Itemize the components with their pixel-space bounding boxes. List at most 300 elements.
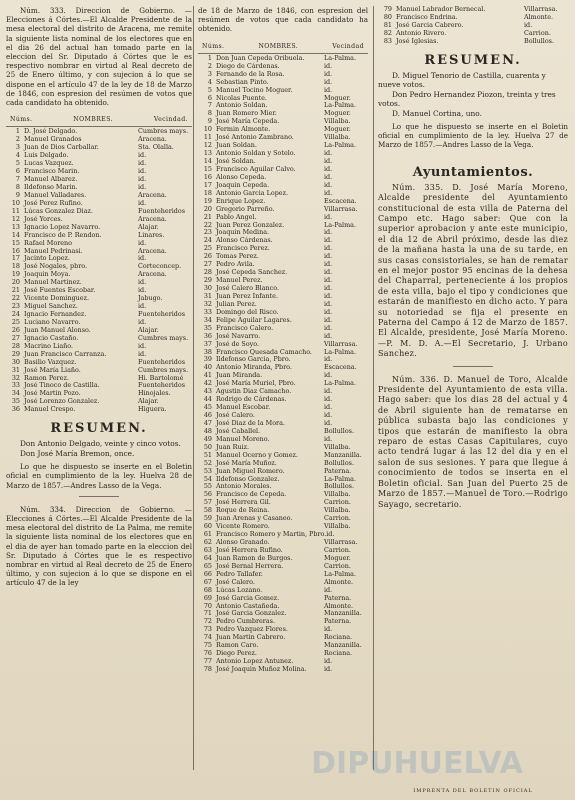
voter-vecindad: Moguer. [324, 109, 351, 118]
voter-number: 19 [203, 196, 212, 205]
voter-vecindad: Manzanilla. [324, 450, 362, 459]
voter-number: 15 [11, 238, 20, 247]
voter-number: 18 [203, 188, 212, 197]
voter-vecindad: Hinojales. [138, 389, 171, 398]
voter-name: José de Soyo. [216, 339, 260, 348]
voter-name: Agustin Diaz Camacho. [216, 387, 292, 396]
voter-name: Alonso Cepeda. [216, 172, 267, 181]
voter-number: 22 [11, 294, 20, 303]
voter-number: 39 [203, 355, 212, 364]
column-left [6, 6, 192, 782]
voter-number: 22 [203, 220, 212, 229]
voter-vecindad: id. [324, 657, 333, 666]
header-vecindad: Vecindad. [153, 116, 188, 124]
voter-name: Juan Francisco Carranza. [24, 349, 107, 358]
voter-vecindad: id. [324, 411, 333, 419]
voter-number: 4 [15, 151, 20, 160]
voter-number: 36 [11, 405, 20, 414]
voter-vecindad: La-Palma. [324, 347, 356, 356]
voter-number: 2 [207, 61, 212, 70]
voter-row [6, 406, 192, 414]
voter-number: 31 [11, 365, 20, 374]
voter-number: 4 [207, 77, 212, 86]
voter-vecindad: Almonte. [324, 601, 354, 610]
voter-name: Manuel Crespo. [24, 405, 76, 414]
voter-name: Juan Manuel Alonso. [24, 325, 91, 334]
voter-vecindad: id. [324, 188, 333, 197]
voter-number: 31 [203, 291, 212, 300]
voter-vecindad: Paterna. [324, 617, 352, 626]
voter-name: Francisco Perez. [216, 244, 270, 253]
voter-vecindad: id. [138, 159, 147, 168]
voter-number: 32 [203, 299, 212, 308]
voter-number: 17 [11, 254, 20, 263]
voter-name: Juan Ramon de Burgos. [216, 553, 293, 562]
voter-vecindad: Villarrasa. [324, 204, 358, 213]
voter-number: 2 [15, 135, 20, 144]
voter-name: Francisco de Cepeda. [216, 490, 287, 499]
voter-name: José Bernal Herrera. [216, 561, 284, 570]
voter-name: Juan Perez Gonzalez. [216, 220, 285, 229]
voter-vecindad: Cumbres mays. [138, 333, 189, 342]
voter-number: 16 [203, 172, 212, 181]
voter-name: José Caballel. [216, 426, 261, 435]
voter-number: 6 [15, 167, 20, 176]
voter-vecindad: La-Palma. [324, 53, 356, 62]
voter-vecindad: Manzanilla. [324, 609, 362, 618]
voter-vecindad: id. [324, 387, 333, 396]
voter-vecindad: Villalba. [324, 442, 351, 451]
voter-name: Basilio Vazquez. [24, 357, 77, 366]
voter-name: Juan Soldan. [216, 141, 257, 150]
voter-name: José Tinoco de Castilla. [24, 381, 100, 390]
voter-number: 13 [11, 222, 20, 231]
voter-number: 3 [207, 69, 212, 78]
voter-vecindad: id. [138, 341, 147, 350]
voter-vecindad: id. [324, 212, 333, 221]
voter-vecindad: Bollullos. [524, 36, 554, 45]
voter-vecindad: Bollullos. [324, 458, 354, 467]
voter-vecindad: Jabugo. [138, 294, 163, 303]
voter-name: Lúcas Gonzalez Diaz. [24, 206, 93, 215]
voter-vecindad: id. [324, 299, 333, 308]
voter-name: Juan de Dios Carballar. [24, 143, 99, 152]
voter-vecindad: id. [324, 268, 333, 277]
voter-vecindad: Alajar. [138, 222, 159, 231]
voter-number: 71 [203, 609, 212, 618]
voter-vecindad: id. [324, 331, 333, 340]
voter-name: José Herrera Rufino. [216, 545, 283, 554]
voter-number: 25 [203, 244, 212, 253]
header-num: Núms. [202, 42, 225, 50]
voter-number: 29 [11, 349, 20, 358]
voter-name: José Calero. [216, 411, 255, 419]
voter-list-aracena [6, 128, 192, 414]
intro-text: de 18 de Marzo de 1846, con espresion del resúmen de votos que cada candidato ha obtenido. [198, 6, 368, 34]
voter-number: 35 [203, 323, 212, 332]
voter-vecindad: Carrion. [324, 514, 351, 523]
voter-vecindad: Cumbres mays. [138, 365, 189, 374]
voter-number: 52 [203, 458, 212, 467]
voter-name: Pedro Tallafer. [216, 569, 263, 578]
voter-name: Luciano Navarro. [24, 317, 81, 326]
list-header [10, 115, 188, 124]
voter-name: Francisco Aguilar Calvo. [216, 164, 296, 173]
voter-vecindad: id. [138, 278, 147, 287]
voter-number: 30 [11, 357, 20, 366]
voter-vecindad: Aracena. [138, 246, 167, 255]
voter-number: 33 [11, 381, 20, 390]
voter-name: Rodrigo de Cárdenas. [216, 395, 287, 404]
voter-number: 27 [11, 333, 20, 342]
voter-vecindad: id. [324, 434, 333, 443]
voter-vecindad: id. [138, 238, 147, 247]
voter-vecindad: Bollullos. [324, 426, 354, 435]
voter-vecindad: Hi. Bartolomé [138, 373, 184, 382]
voter-name: Joaquin Cepeda. [216, 180, 270, 189]
voter-vecindad: Aracena. [138, 135, 167, 144]
resumen-line: Don José María Bremon, once. [20, 448, 135, 458]
voter-number: 53 [203, 466, 212, 475]
closing-text: Lo que he dispuesto se inserte en el Boletin oficial en cumplimiento de la ley. Huelva 28 de Marzo de 1857.—Andres Lasso de la Vega. [6, 462, 192, 490]
voter-number: 17 [203, 180, 212, 189]
voter-name: Juan Ruiz. [216, 442, 250, 451]
voter-vecindad: id. [324, 307, 333, 316]
voter-vecindad: id. [138, 151, 147, 160]
voter-name: José Iglesias. [396, 36, 439, 45]
voter-number: 40 [203, 363, 212, 372]
voter-number: 42 [203, 379, 212, 388]
voter-name: Alonso Granado. [216, 538, 270, 546]
voter-vecindad: Aracena. [138, 190, 167, 199]
voter-name: Lucas Vazquez. [24, 159, 74, 168]
voter-number: 68 [203, 585, 212, 594]
voter-name: Antonio Soldan. [216, 101, 268, 110]
voter-vecindad: id. [324, 260, 333, 269]
voter-vecindad: Villalba. [324, 522, 351, 531]
voter-name: Antonio Lopez Antunez. [216, 657, 294, 666]
voter-vecindad: id. [324, 323, 333, 332]
voter-number: 5 [15, 159, 20, 168]
voter-vecindad: Escacena. [324, 196, 357, 205]
voter-vecindad: id. [324, 284, 333, 292]
voter-name: Sebastian Pinto. [216, 77, 269, 86]
voter-vecindad: id. [324, 149, 333, 158]
voter-vecindad: id. [324, 315, 333, 324]
voter-name: Vicente Romero. [216, 522, 270, 531]
voter-number: 59 [203, 514, 212, 523]
voter-vecindad: Carrion. [324, 561, 351, 570]
voter-vecindad: Villarrasa. [324, 538, 358, 546]
voter-vecindad: Paterna. [324, 466, 352, 475]
voter-name: Jacinto Lopez. [24, 254, 70, 263]
voter-number: 80 [383, 12, 392, 21]
voter-number: 9 [15, 190, 20, 199]
voter-name: Pedro Vazquez Flores. [216, 625, 288, 634]
voter-number: 78 [203, 665, 212, 673]
voter-number: 54 [203, 474, 212, 483]
svg-text:DIPUHUELVA: DIPUHUELVA [311, 746, 523, 781]
voter-vecindad: id. [324, 236, 333, 245]
voter-name: Manuel Moreno. [216, 434, 270, 443]
voter-name: Roque de Reina. [216, 506, 270, 515]
resumen-line: Don Pedro Hernandez Piozon, treinta y tres votos. [378, 89, 556, 109]
voter-row [378, 38, 568, 46]
voter-name: Pedro Cumbreras. [216, 617, 275, 626]
voter-name: Manuel Granados [24, 135, 82, 144]
voter-name: José Calero. [216, 577, 255, 586]
voter-number: 10 [203, 125, 212, 134]
voter-vecindad: id. [324, 77, 333, 86]
list-header [202, 42, 364, 51]
voter-vecindad: Moguer. [324, 125, 351, 134]
voter-number: 11 [11, 206, 20, 215]
voter-number: 43 [203, 387, 212, 396]
voter-name: Lúcas Lozano. [216, 585, 263, 594]
voter-vecindad: id. [324, 291, 333, 300]
voter-vecindad: id. [324, 585, 333, 594]
voter-name: Manuel Pedrinasi. [24, 246, 83, 255]
voter-vecindad: Villarrasa. [524, 5, 558, 13]
voter-number: 37 [203, 339, 212, 348]
resumen-heading: RESUMEN. [50, 421, 148, 437]
voter-name: Miguel Sanchez. [24, 302, 78, 311]
voter-name: Ramon Caro. [216, 641, 259, 650]
voter-vecindad: Aracena. [138, 214, 167, 223]
voter-number: 55 [203, 482, 212, 491]
voter-vecindad: Almonte. [524, 12, 554, 21]
voter-vecindad: Villalba. [324, 506, 351, 515]
voter-vecindad: id. [324, 172, 333, 181]
voter-number: 5 [207, 85, 212, 94]
voter-vecindad: id. [324, 61, 333, 70]
voter-vecindad: Villarrasa. [324, 339, 358, 348]
voter-vecindad: Sta. Olalla. [138, 143, 174, 152]
voter-vecindad: id. [324, 355, 333, 364]
column-divider [193, 6, 194, 770]
voter-number: 74 [203, 633, 212, 642]
voter-number: 14 [203, 157, 212, 165]
voter-number: 58 [203, 506, 212, 515]
voter-number: 6 [207, 93, 212, 102]
voter-name: Julian Perez. [216, 299, 257, 308]
voter-number: 70 [203, 601, 212, 610]
voter-number: 69 [203, 593, 212, 602]
voter-name: Manuel Ocerno y Gomez. [216, 450, 298, 459]
resumen-line: Don Antonio Delgado, veinte y cinco votos. [20, 439, 181, 449]
voter-number: 51 [203, 450, 212, 459]
voter-name: José Diaz de la Mora. [216, 418, 285, 427]
voter-vecindad: Fuenteheridos [138, 206, 186, 215]
voter-name: José María Muñoz. [216, 458, 277, 467]
voter-number: 3 [15, 143, 20, 152]
voter-vecindad: id. [324, 157, 333, 165]
voter-name: José Cepeda Sanchez. [216, 268, 288, 277]
voter-name: José María Cepeda. [216, 117, 280, 126]
voter-vecindad: id. [324, 69, 333, 78]
voter-vecindad: id. [324, 625, 333, 634]
voter-number: 34 [11, 389, 20, 398]
voter-vecindad: Escacena. [324, 363, 357, 372]
voter-number: 36 [203, 331, 212, 340]
voter-vecindad: id. [524, 20, 533, 29]
voter-name: José Garcia Gonzalez. [216, 609, 287, 618]
voter-number: 48 [203, 426, 212, 435]
voter-name: Ildefonso Garcia, Pbro. [216, 355, 291, 364]
voter-vecindad: Villalba. [324, 490, 351, 499]
section-heading-ayuntamientos: Ayuntamientos. [412, 164, 534, 180]
voter-vecindad: Bollullos. [324, 482, 354, 491]
voter-vecindad: Fuenteheridos [138, 310, 186, 318]
voter-name: Nicolas Puente. [216, 93, 267, 102]
voter-number: 67 [203, 577, 212, 586]
voter-row [198, 666, 368, 674]
voter-vecindad: id. [324, 403, 333, 412]
header-num: Núms. [10, 116, 33, 124]
voter-number: 16 [11, 246, 20, 255]
voter-number: 26 [11, 325, 20, 334]
printer-imprint: IMPRENTA DEL BOLETIN OFICIAL [413, 788, 533, 794]
voter-name: Ignacio Fernandez. [24, 310, 87, 318]
voter-name: D. José Delgado. [24, 127, 78, 136]
voter-name: José Antonio Zambrano. [216, 133, 294, 142]
voter-number: 61 [203, 530, 212, 539]
voter-number: 82 [383, 28, 392, 37]
voter-number: 21 [11, 286, 20, 295]
voter-number: 83 [383, 36, 392, 45]
voter-vecindad: id. [138, 175, 147, 184]
voter-number: 28 [203, 268, 212, 277]
voter-name: José Fuentes Escobar. [24, 286, 96, 295]
column-right [378, 6, 568, 782]
voter-vecindad: id. [324, 180, 333, 189]
voter-vecindad: id. [324, 244, 333, 253]
voter-number: 7 [15, 175, 20, 184]
voter-vecindad: id. [324, 228, 333, 237]
voter-name: Manuel Tocino Moguer. [216, 85, 293, 94]
voter-name: José Martin Pozo. [24, 389, 81, 398]
voter-vecindad: id. [138, 349, 147, 358]
voter-name: José Perez Rufino. [24, 198, 83, 207]
voter-name: Francisco de P. Rendon. [24, 230, 102, 239]
voter-name: Pedro Avila. [216, 260, 255, 269]
voter-vecindad: La-Palma. [324, 141, 356, 150]
voter-number: 79 [383, 5, 392, 13]
voter-vecindad: id. [324, 418, 333, 427]
voter-number: 45 [203, 403, 212, 412]
voter-number: 56 [203, 490, 212, 499]
voter-number: 15 [203, 164, 212, 173]
voter-name: José María Liaño. [24, 365, 81, 374]
voter-name: Juan Arenas y Casaneo. [216, 514, 293, 523]
voter-list-la-palma [198, 55, 368, 674]
voter-name: Francisco Romero y Martin, Pbro. [216, 530, 327, 539]
voter-number: 10 [11, 198, 20, 207]
voter-number: 33 [203, 307, 212, 316]
voter-name: Antonio Miranda, Pbro. [216, 363, 292, 372]
voter-number: 77 [203, 657, 212, 666]
voter-vecindad: Villalba. [324, 117, 351, 126]
voter-vecindad: Rociana. [324, 633, 353, 642]
voter-number: 49 [203, 434, 212, 443]
voter-name: Diego de Cárdenas. [216, 61, 280, 70]
voter-name: José Nogales, pbro. [24, 262, 88, 271]
separator [79, 496, 119, 497]
voter-name: Juan Martin Cabrero. [216, 633, 286, 642]
voter-vecindad: Paterna. [324, 593, 352, 602]
voter-name: Vicente Dominguez. [24, 294, 89, 303]
header-names: NOMBRES. [258, 42, 299, 50]
voter-number: 12 [203, 141, 212, 150]
voter-vecindad: Moguer. [324, 553, 351, 562]
voter-vecindad: id. [324, 276, 333, 285]
announcement-334: Núm. 334. Direccion de Gobierno. —Elecciones á Córtes.—El Alcalde Presidente de la mesa electoral del distrito de La Palma, me remite la siguiente lista nominal de los electores que en el dia de ayer han tomado parte en la eleccion del Sr. Diputado á Córtes que le es respectivo nombrar en virtud al Real decreto de 25 de Enero último, y con sujecion á lo que se dispone en el artículo 47 de la ley [6, 504, 192, 588]
voter-number: 65 [203, 561, 212, 570]
voter-name: Francisco Endrina. [396, 12, 458, 21]
voter-vecindad: Alajar. [138, 397, 159, 406]
voter-vecindad: id. [324, 395, 333, 404]
voter-name: Manuel Martinez. [24, 278, 82, 287]
voter-name: Francisco Marin. [24, 167, 80, 176]
voter-number: 64 [203, 553, 212, 562]
voter-name: Tomas Perez. [216, 252, 259, 261]
voter-number: 46 [203, 411, 212, 419]
voter-vecindad: id. [138, 254, 147, 263]
voter-number: 30 [203, 284, 212, 292]
voter-number: 44 [203, 395, 212, 404]
voter-number: 20 [203, 204, 212, 213]
voter-name: Antonio Castañeda. [216, 601, 280, 610]
voter-vecindad: id. [324, 85, 333, 94]
voter-number: 25 [11, 317, 20, 326]
voter-name: Luis Delgado. [24, 151, 69, 160]
voter-vecindad: Carrion. [324, 545, 351, 554]
voter-name: Juan Romero Mier. [216, 109, 277, 118]
voter-vecindad: Fuenteheridos [138, 381, 186, 390]
voter-vecindad: La-Palma. [324, 101, 356, 110]
voter-vecindad: La-Palma. [324, 474, 356, 483]
voter-name: Manuel Albarez. [24, 175, 78, 184]
voter-number: 41 [203, 371, 212, 380]
voter-name: José María Muriel, Pbro. [216, 379, 296, 388]
voter-vecindad: Fuenteheridos [138, 357, 186, 366]
resumen-line: D. Manuel Cortina, uno. [392, 108, 482, 118]
voter-vecindad: Alajar. [138, 325, 159, 334]
voter-number: 75 [203, 641, 212, 650]
voter-vecindad: La-Palma. [324, 220, 356, 229]
voter-list-la-palma-cont [378, 6, 568, 46]
voter-number: 73 [203, 625, 212, 634]
voter-number: 28 [11, 341, 20, 350]
voter-name: Ramon Perez. [24, 373, 69, 382]
voter-vecindad: id. [138, 198, 147, 207]
voter-vecindad: id. [326, 530, 335, 539]
voter-number: 60 [203, 522, 212, 531]
voter-name: Manuel Escobar. [216, 403, 271, 412]
separator [453, 366, 493, 367]
voter-name: Joaquin Medina. [216, 228, 270, 237]
voter-name: Joaquin Moya. [24, 270, 71, 279]
voter-vecindad: id. [138, 167, 147, 176]
voter-name: Pablo Angel. [216, 212, 257, 221]
voter-vecindad: Linares. [138, 230, 165, 239]
column-middle [198, 6, 368, 782]
header-vecindad: Vecindad [332, 42, 364, 50]
header-names: NOMBRES. [73, 116, 113, 124]
voter-vecindad: La-Palma. [324, 379, 356, 388]
voter-number: 34 [203, 315, 212, 324]
voter-number: 7 [207, 101, 212, 110]
